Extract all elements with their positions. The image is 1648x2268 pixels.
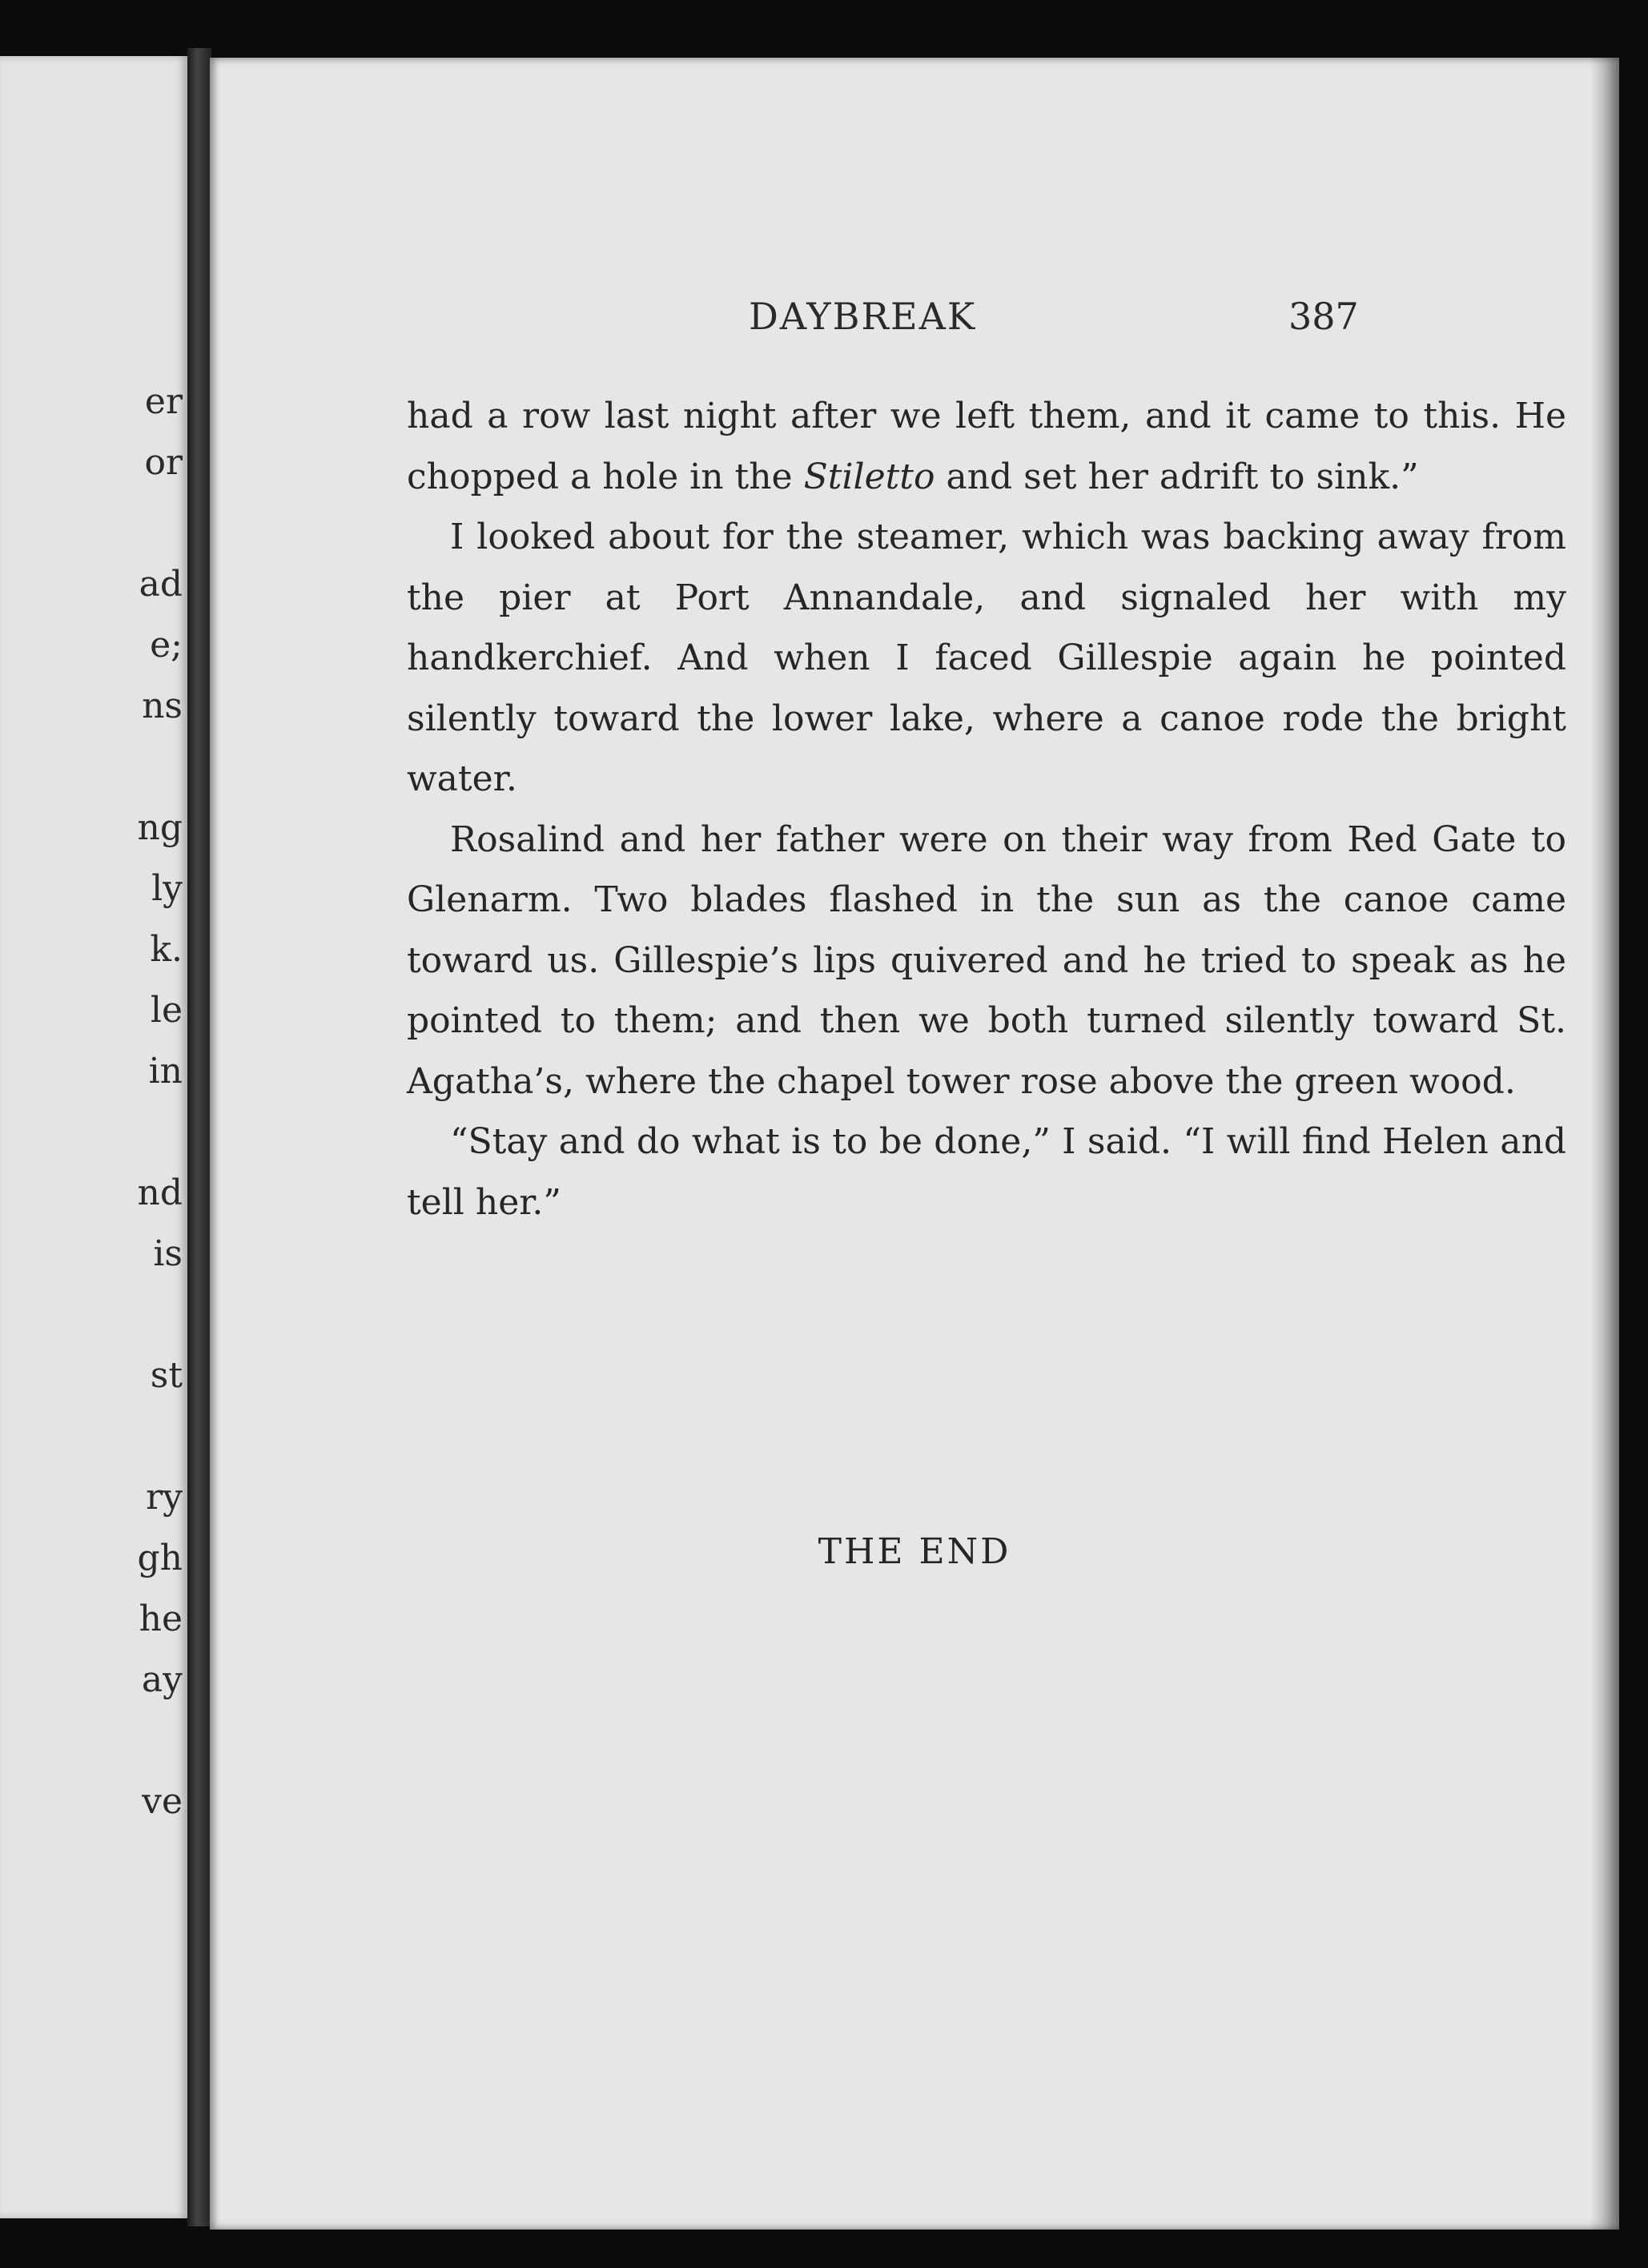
left-fragment: nd [137, 1172, 183, 1213]
left-fragment: or [144, 442, 183, 483]
left-fragment: er [144, 381, 183, 422]
left-fragment: in [148, 1051, 183, 1092]
book-page [210, 58, 1619, 2230]
italic-ship-name: Stiletto [803, 456, 935, 497]
left-fragment: gh [137, 1538, 183, 1578]
body-text [407, 386, 1566, 1233]
paragraph-text: and set her adrift to sink.” [935, 456, 1419, 497]
left-fragment: ad [139, 564, 183, 605]
left-fragment: le [150, 990, 183, 1031]
paragraph: I looked about for the steamer, which was backing away from the pier at Port Annandale, and signaled her with my handkerchief. And when I faced Gillespie again he pointed silently toward the lower lake, where a canoe rode the bright water. [407, 517, 1566, 799]
left-fragment: ly [151, 868, 183, 909]
left-fragment: st [150, 1355, 183, 1396]
paragraph [407, 386, 1566, 507]
page-edge-shadow [1590, 58, 1619, 2230]
left-fragment: k. [150, 929, 183, 970]
running-title: DAYBREAK [749, 295, 977, 338]
left-fragment: ng [137, 807, 183, 848]
left-fragment: ay [141, 1659, 183, 1700]
left-fragment: ry [146, 1477, 183, 1518]
left-fragment: is [153, 1233, 183, 1274]
page-number: 387 [1288, 295, 1359, 338]
paragraph: “Stay and do what is to be done,” I said. “I will find Helen and tell her.” [407, 1121, 1566, 1223]
the-end-heading: THE END [818, 1531, 1011, 1572]
left-fragment: ve [142, 1781, 183, 1822]
paragraph-text: had a row last night after we left them, and it came to this. He chopped a hole in the [407, 396, 1566, 497]
previous-page-fragment [0, 56, 187, 2218]
book-gutter [187, 48, 211, 2226]
left-fragment: ns [142, 686, 183, 726]
left-fragment: he [139, 1598, 183, 1639]
running-head [210, 295, 1619, 343]
left-fragment: e; [150, 625, 183, 666]
paragraph: Rosalind and her father were on their way from Red Gate to Glenarm. Two blades flashed in the sun as the canoe came toward us. Gillespie’s lips quivered and he tried to speak as he pointed to them; and then we both turned silently toward St. Agatha’s, where the chapel tower rose above the green wood. [407, 818, 1566, 1102]
